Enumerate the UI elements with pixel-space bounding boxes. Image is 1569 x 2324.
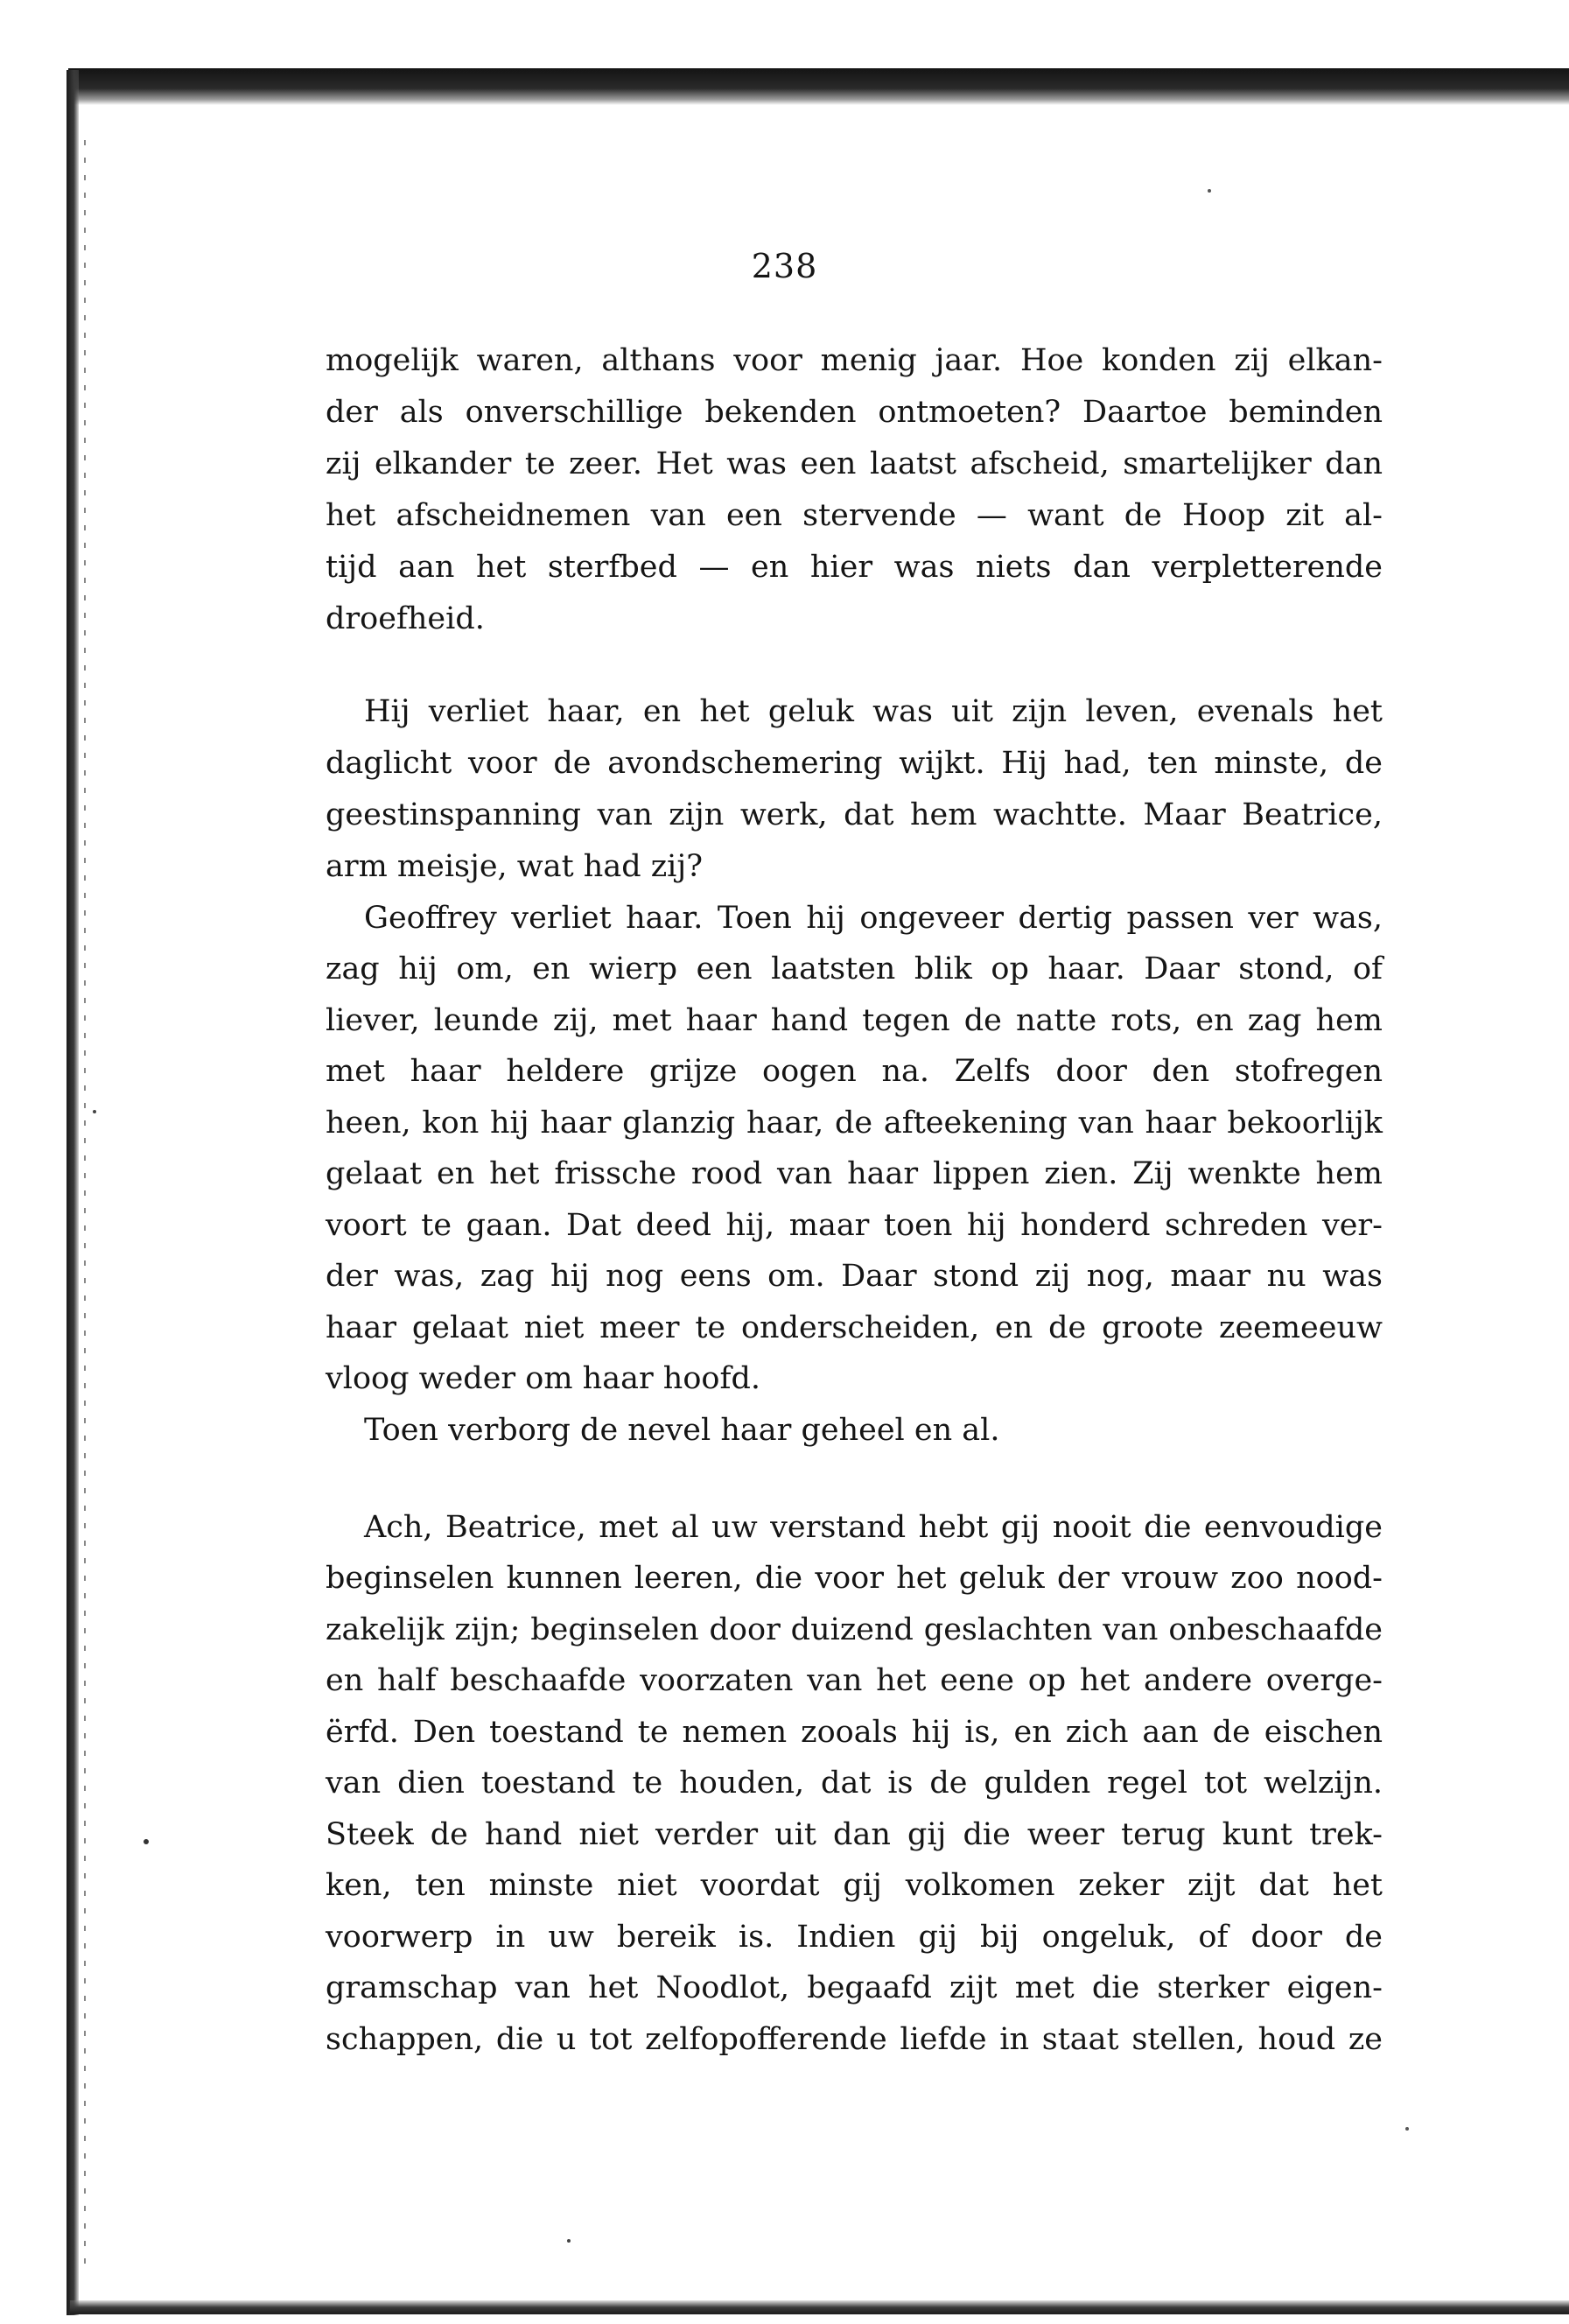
text-line: droefheid. [326,601,485,636]
text-line: Steek de hand niet verder uit dan gij die weer terug kunt trek- [326,1817,1383,1852]
text-line: en half beschaafde voorzaten van het eene op het andere overge- [326,1663,1383,1698]
text-line: arm meisje, wat had zij? [326,849,703,884]
text-line: zij elkander te zeer. Het was een laatst afscheid, smartelijker dan [326,446,1383,481]
text-line: voort te gaan. Dat deed hij, maar toen hij honderd schreden ver- [326,1208,1383,1243]
text-line: beginselen kunnen leeren, die voor het geluk der vrouw zoo nood- [326,1561,1383,1596]
text-line: heen, kon hij haar glanzig haar, de afteekening van haar bekoorlijk [326,1106,1383,1141]
text-line: der was, zag hij nog eens om. Daar stond zij nog, maar nu was [326,1259,1383,1294]
text-line: met haar heldere grijze oogen na. Zelfs door den stofregen [326,1054,1383,1089]
text-line: ërfd. Den toestand te nemen zooals hij is, en zich aan de eischen [326,1715,1383,1750]
text-line: geestinspanning van zijn werk, dat hem wachtte. Maar Beatrice, [326,797,1383,832]
text-line: Geoffrey verliet haar. Toen hij ongeveer dertig passen ver was, [364,901,1383,936]
text-line: schappen, die u tot zelfopofferende liefde in staat stellen, houd ze [326,2022,1383,2057]
text-line: het afscheidnemen van een stervende — want de Hoop zit al- [326,498,1383,533]
text-line: van dien toestand te houden, dat is de gulden regel tot welzijn. [326,1766,1383,1801]
text-line: Ach, Beatrice, met al uw verstand hebt gij nooit die eenvoudige [364,1510,1383,1545]
text-line: daglicht voor de avondschemering wijkt. Hij had, ten minste, de [326,746,1383,781]
text-line: zag hij om, en wierp een laatsten blik op haar. Daar stond, of [326,951,1383,986]
text-line: Toen verborg de nevel haar geheel en al. [364,1413,1000,1448]
text-line: ken, ten minste niet voordat gij volkomen zeker zijt dat het [326,1868,1383,1903]
page-number: 238 [751,247,818,285]
text-line: gramschap van het Noodlot, begaafd zijt met die sterker eigen- [326,1970,1383,2005]
text-line: zakelijk zijn; beginselen door duizend geslachten van onbeschaafde [326,1612,1383,1647]
text-line: mogelijk waren, althans voor menig jaar. Hoe konden zij elkan- [326,343,1383,378]
text-line: vloog weder om haar hoofd. [326,1361,760,1396]
text-line: liever, leunde zij, met haar hand tegen de natte rots, en zag hem [326,1003,1383,1038]
text-line: der als onverschillige bekenden ontmoeten? Daartoe beminden [326,395,1383,430]
text-line: voorwerp in uw bereik is. Indien gij bij ongeluk, of door de [326,1920,1383,1955]
text-line: haar gelaat niet meer te onderscheiden, en de groote zeemeeuw [326,1310,1383,1345]
text-line: tijd aan het sterfbed — en hier was niets dan verpletterende [326,550,1383,585]
text-line: gelaat en het frissche rood van haar lippen zien. Zij wenkte hem [326,1156,1383,1191]
text-line: Hij verliet haar, en het geluk was uit zijn leven, evenals het [364,694,1383,729]
